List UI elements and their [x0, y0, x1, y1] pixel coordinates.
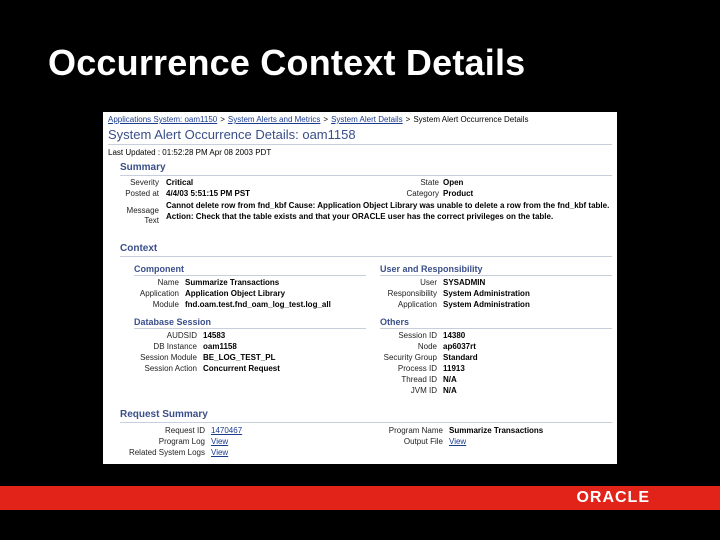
user-responsibility-heading: User and Responsibility — [380, 264, 483, 274]
divider — [120, 256, 612, 257]
output-file-view-link[interactable]: View — [449, 437, 467, 446]
breadcrumb-link-applications-system[interactable]: Applications System: oam1150 — [108, 115, 218, 124]
component-module-value: fnd.oam.test.fnd_oam_log_test.log_all — [185, 300, 331, 309]
process-id-label: Process ID — [397, 364, 437, 373]
program-log-value — [211, 437, 228, 446]
security-group-label: Security Group — [383, 353, 437, 362]
footer-bar — [0, 486, 720, 510]
user-value: SYSADMIN — [443, 278, 486, 287]
component-name-value: Summarize Transactions — [185, 278, 280, 287]
divider — [380, 328, 612, 329]
others-heading: Others — [380, 317, 410, 327]
component-module-label: Module — [152, 300, 179, 309]
jvm-id-value: N/A — [443, 386, 457, 395]
node-label: Node — [417, 342, 437, 351]
breadcrumb-separator: > — [220, 115, 225, 124]
last-updated: Last Updated : 01:52:28 PM Apr 08 2003 PDT — [108, 148, 272, 157]
posted-at-value: 4/4/03 5:51:15 PM PST — [166, 189, 251, 198]
database-session-heading: Database Session — [134, 317, 212, 327]
severity-label: Severity — [130, 178, 159, 187]
output-file-value — [449, 437, 466, 446]
session-id-label: Session ID — [398, 331, 437, 340]
component-application-label: Application — [139, 289, 179, 298]
session-module-label: Session Module — [140, 353, 197, 362]
summary-heading: Summary — [120, 162, 166, 173]
breadcrumb-link-alerts-metrics[interactable]: System Alerts and Metrics — [227, 115, 321, 124]
screenshot-panel — [103, 112, 617, 464]
session-module-value: BE_LOG_TEST_PL — [203, 353, 276, 362]
session-action-value: Concurrent Request — [203, 364, 280, 373]
oracle-logo: ORACLE — [576, 489, 650, 506]
state-value: Open — [443, 178, 464, 187]
divider — [120, 175, 612, 176]
session-id-value: 14380 — [443, 331, 466, 340]
program-name-label: Program Name — [388, 426, 443, 435]
program-log-label: Program Log — [158, 437, 205, 446]
db-instance-label: DB Instance — [153, 342, 197, 351]
thread-id-label: Thread ID — [401, 375, 437, 384]
request-id-link[interactable]: 1470467 — [211, 426, 243, 435]
posted-at-label: Posted at — [125, 189, 159, 198]
process-id-value: 11913 — [443, 364, 465, 373]
breadcrumb-link-alert-details[interactable]: System Alert Details — [331, 115, 403, 124]
node-value: ap6037rt — [443, 342, 476, 351]
db-instance-value: oam1158 — [203, 342, 237, 351]
user-application-value: System Administration — [443, 300, 530, 309]
request-summary-heading: Request Summary — [120, 409, 208, 420]
user-label: User — [420, 278, 437, 287]
request-id-label: Request ID — [164, 426, 205, 435]
breadcrumb — [108, 115, 528, 124]
divider — [120, 422, 612, 423]
component-application-value: Application Object Library — [185, 289, 286, 298]
state-label: State — [420, 178, 439, 187]
divider — [134, 275, 366, 276]
category-label: Category — [406, 189, 439, 198]
output-file-label: Output File — [403, 437, 443, 446]
related-system-logs-value — [211, 448, 228, 457]
program-log-view-link[interactable]: View — [211, 437, 229, 446]
thread-id-value: N/A — [443, 375, 457, 384]
slide-title: Occurrence Context Details — [48, 42, 526, 83]
category-value: Product — [443, 189, 474, 198]
divider — [134, 328, 366, 329]
divider — [380, 275, 612, 276]
security-group-value: Standard — [443, 353, 478, 362]
request-id-value — [211, 426, 242, 435]
audsid-label: AUDSID — [166, 331, 197, 340]
program-name-value: Summarize Transactions — [449, 426, 544, 435]
related-system-logs-view-link[interactable]: View — [211, 448, 229, 457]
user-application-label: Application — [397, 300, 437, 309]
message-text: Cannot delete row from fnd_kbf Cause: Application Object Library was unable to delete a row from the fnd_kbf table. Action: Check that the table exists and that your ORACLE user has the correct privileges on the table. — [166, 201, 610, 221]
breadcrumb-separator: > — [405, 115, 411, 124]
component-name-label: Name — [157, 278, 179, 287]
related-system-logs-label: Related System Logs — [128, 448, 205, 457]
message-label: Message — [126, 206, 159, 215]
responsibility-value: System Administration — [443, 289, 530, 298]
divider — [108, 144, 612, 145]
page-title: System Alert Occurrence Details: oam1158 — [108, 127, 356, 142]
message-label-text: Text — [144, 216, 159, 225]
audsid-value: 14583 — [203, 331, 226, 340]
context-heading: Context — [120, 243, 158, 254]
component-heading: Component — [134, 264, 184, 274]
breadcrumb-current: System Alert Occurrence Details — [413, 115, 529, 124]
severity-value: Critical — [166, 178, 194, 187]
breadcrumb-separator: > — [323, 115, 329, 124]
session-action-label: Session Action — [144, 364, 197, 373]
jvm-id-label: JVM ID — [410, 386, 437, 395]
responsibility-label: Responsibility — [387, 289, 437, 298]
